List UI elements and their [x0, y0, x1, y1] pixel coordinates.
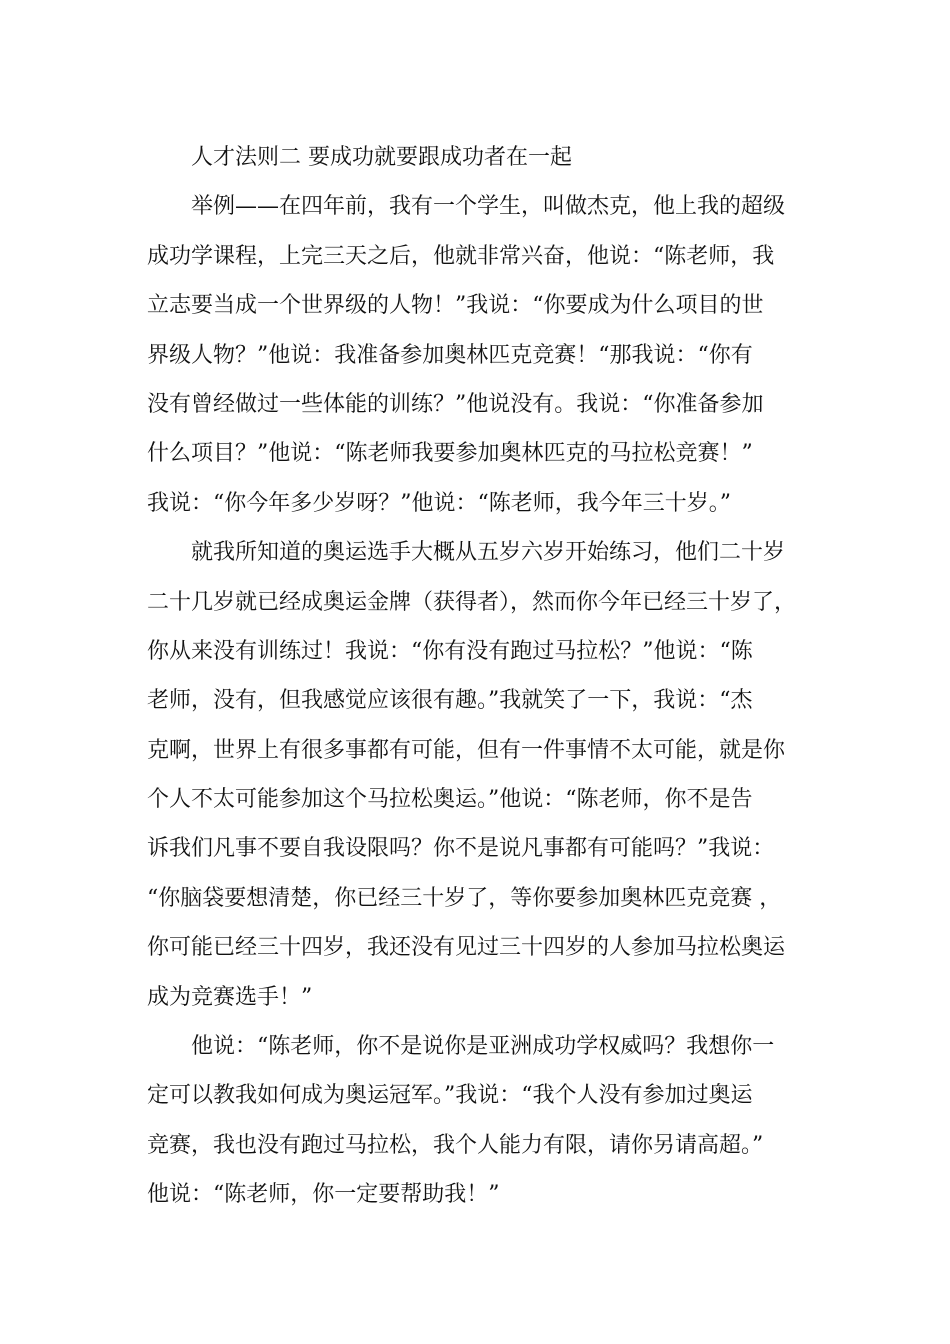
paragraph-line: 举例——在四年前，我有一个学生，叫做杰克，他上我的超级: [191, 194, 786, 220]
paragraph-line: 竞赛，我也没有跑过马拉松，我个人能力有限，请你另请高超。”: [147, 1132, 764, 1158]
paragraph-line: 克啊，世界上有很多事都有可能，但有一件事情不太可能，就是你: [147, 737, 786, 763]
paragraph-2: [147, 528, 827, 1022]
paragraph-line: 什么项目？”他说：“陈老师我要参加奥林匹克的马拉松竞赛！”: [147, 441, 753, 467]
paragraph-line: 你从来没有训练过！我说：“你有没有跑过马拉松？”他说：“陈: [147, 638, 753, 664]
document-body: [147, 133, 827, 1220]
paragraph-line: 界级人物？”他说：我准备参加奥林匹克竞赛！“那我说：“你有: [147, 342, 753, 368]
paragraph-line: 成功学课程，上完三天之后，他就非常兴奋，他说：“陈老师，我: [147, 243, 775, 269]
paragraph-line: 你可能已经三十四岁，我还没有见过三十四岁的人参加马拉松奥运: [147, 935, 786, 961]
paragraph-line: 成为竞赛选手！”: [147, 984, 313, 1010]
paragraph-line: 立志要当成一个世界级的人物！”我说：“你要成为什么项目的世: [147, 293, 764, 319]
paragraph-line: 没有曾经做过一些体能的训练？”他说没有。我说：“你准备参加: [147, 391, 764, 417]
paragraph-line: 诉我们凡事不要自我设限吗？你不是说凡事都有可能吗？”我说：: [147, 836, 775, 862]
paragraph-1: [147, 182, 827, 528]
paragraph-line: 我说：“你今年多少岁呀？”他说：“陈老师，我今年三十岁。”: [147, 490, 731, 516]
paragraph-line: 他说：“陈老师，你不是说你是亚洲成功学权威吗？我想你一: [191, 1034, 775, 1060]
paragraph-line: 他说：“陈老师，你一定要帮助我！”: [147, 1182, 500, 1208]
paragraph-line: 就我所知道的奥运选手大概从五岁六岁开始练习，他们二十岁: [191, 540, 786, 566]
paragraph-3: [147, 1022, 827, 1220]
paragraph-line: 定可以教我如何成为奥运冠军。”我说：“我个人没有参加过奥运: [147, 1083, 753, 1109]
paragraph-line: 个人不太可能参加这个马拉松奥运。”他说：“陈老师，你不是告: [147, 787, 753, 813]
paragraph-line: “你脑袋要想清楚，你已经三十岁了，等你要参加奥林匹克竞赛 ，: [147, 885, 782, 911]
document-title: 人才法则二 要成功就要跟成功者在一起: [191, 145, 572, 170]
paragraph-line: 二十几岁就已经成奥运金牌（获得者），然而你今年已经三十岁了，: [147, 589, 797, 615]
paragraph-line: 老师，没有，但我感觉应该很有趣。”我就笑了一下，我说：“杰: [147, 688, 753, 714]
